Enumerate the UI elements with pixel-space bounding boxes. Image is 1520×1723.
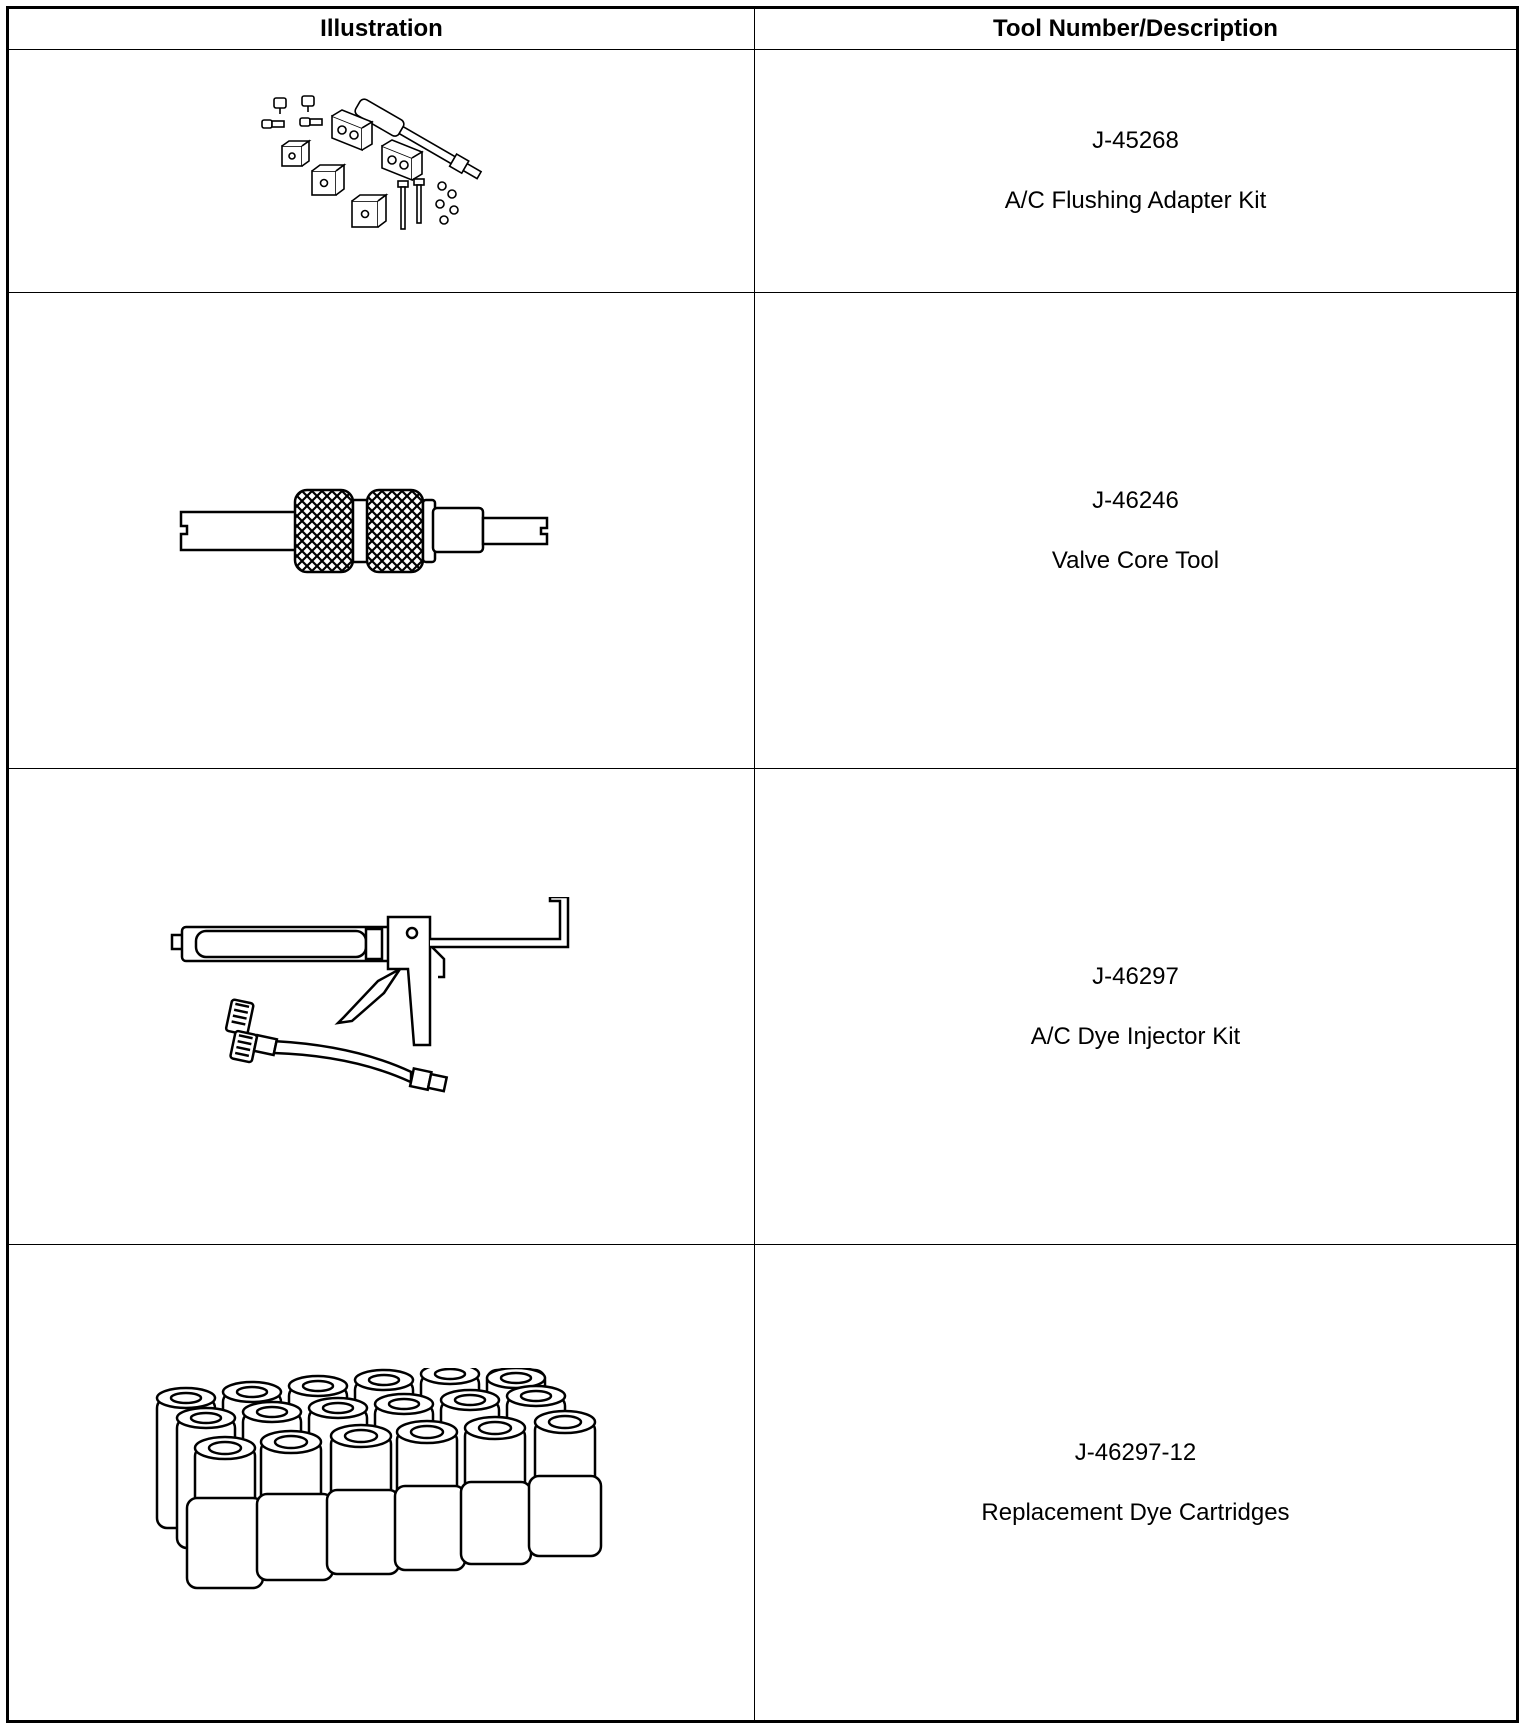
tool-number: J-46246 — [1092, 486, 1179, 514]
tool-number: J-45268 — [1092, 127, 1179, 154]
valve-core-tool-icon — [177, 476, 587, 586]
illustration-cell — [8, 293, 755, 769]
table-header-row — [8, 8, 1518, 50]
description-cell — [755, 50, 1518, 293]
dye-cartridges-icon — [147, 1368, 617, 1598]
header-description: Tool Number/Description — [755, 8, 1518, 50]
tool-number: J-46297-12 — [1074, 1438, 1197, 1466]
tool-name: A/C Flushing Adapter Kit — [1004, 187, 1267, 214]
table-row — [8, 50, 1518, 293]
illustration-cell — [8, 769, 755, 1245]
description-cell — [755, 1245, 1518, 1722]
table-row — [8, 769, 1518, 1245]
tool-name: Replacement Dye Cartridges — [981, 1498, 1290, 1526]
tool-name: A/C Dye Injector Kit — [1030, 1022, 1241, 1050]
illustration-cell — [8, 50, 755, 293]
description-cell — [755, 293, 1518, 769]
description-cell — [755, 769, 1518, 1245]
tool-number: J-46297 — [1092, 962, 1179, 990]
table-row — [8, 293, 1518, 769]
illustration-cell — [8, 1245, 755, 1722]
dye-injector-kit-icon — [162, 897, 602, 1117]
tool-name: Valve Core Tool — [1051, 546, 1220, 574]
flushing-adapter-kit-icon — [252, 86, 512, 256]
table-row — [8, 1245, 1518, 1722]
tools-table — [6, 6, 1519, 1723]
header-illustration: Illustration — [8, 8, 755, 50]
